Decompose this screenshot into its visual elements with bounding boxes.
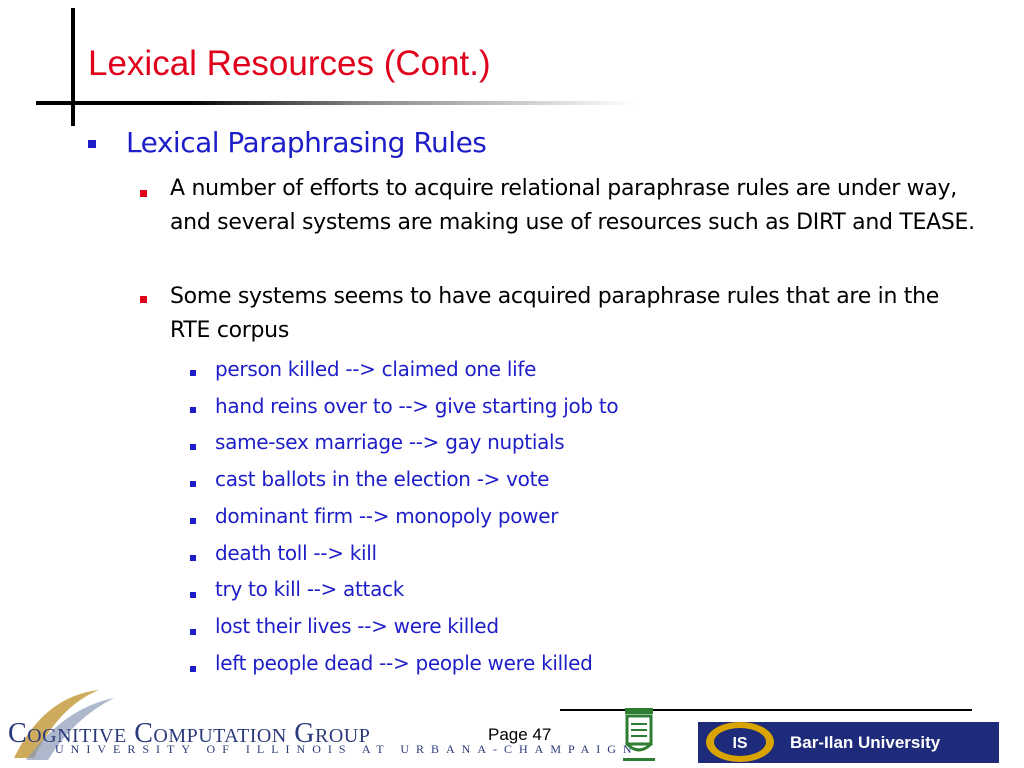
bullet-square-icon bbox=[190, 629, 196, 635]
bullet-square-icon bbox=[190, 518, 196, 524]
bullet-square-icon bbox=[140, 190, 147, 197]
example-item: hand reins over to --> give starting job to bbox=[215, 394, 619, 418]
bar-ilan-label: Bar-Ilan University bbox=[790, 733, 941, 752]
tor-vergata-logo bbox=[617, 706, 661, 766]
bullet-square-icon bbox=[190, 592, 196, 598]
bullet-square-icon bbox=[88, 140, 96, 148]
example-item: cast ballots in the election -> vote bbox=[215, 467, 550, 491]
example-item: death toll --> kill bbox=[215, 541, 377, 565]
svg-text:IS: IS bbox=[732, 735, 748, 752]
slide-title: Lexical Resources (Cont.) bbox=[88, 44, 491, 83]
example-item: try to kill --> attack bbox=[215, 577, 405, 601]
example-item: same-sex marriage --> gay nuptials bbox=[215, 430, 565, 454]
bullet-square-icon bbox=[190, 407, 196, 413]
title-vertical-rule bbox=[71, 8, 75, 126]
title-horizontal-rule bbox=[36, 101, 636, 105]
bullet-level1: Lexical Paraphrasing Rules bbox=[126, 126, 487, 159]
bullet-square-icon bbox=[190, 481, 196, 487]
example-item: dominant firm --> monopoly power bbox=[215, 504, 559, 528]
ccg-title: Cognitive Computation Group bbox=[8, 718, 371, 749]
bullet-square-icon bbox=[190, 444, 196, 450]
bullet-square-icon bbox=[190, 666, 196, 672]
bullet-level2-2: Some systems seems to have acquired paraphrase rules that are in the RTE corpus bbox=[170, 284, 939, 343]
example-item: left people dead --> people were killed bbox=[215, 651, 593, 675]
bar-ilan-emblem-icon bbox=[700, 716, 784, 764]
example-item: lost their lives --> were killed bbox=[215, 614, 499, 638]
bullet-square-icon bbox=[140, 296, 147, 303]
bullet-level2-1: A number of efforts to acquire relational paraphrase rules are under way, and several systems are making use of resources such as DIRT and TEASE. bbox=[170, 176, 975, 235]
bullet-square-icon bbox=[190, 370, 196, 376]
page-number: Page 47 bbox=[488, 725, 552, 744]
example-item: person killed --> claimed one life bbox=[215, 357, 537, 381]
ccg-subtitle: UNIVERSITY OF ILLINOIS AT URBANA-CHAMPAIGN bbox=[55, 742, 639, 756]
bullet-square-icon bbox=[190, 555, 196, 561]
